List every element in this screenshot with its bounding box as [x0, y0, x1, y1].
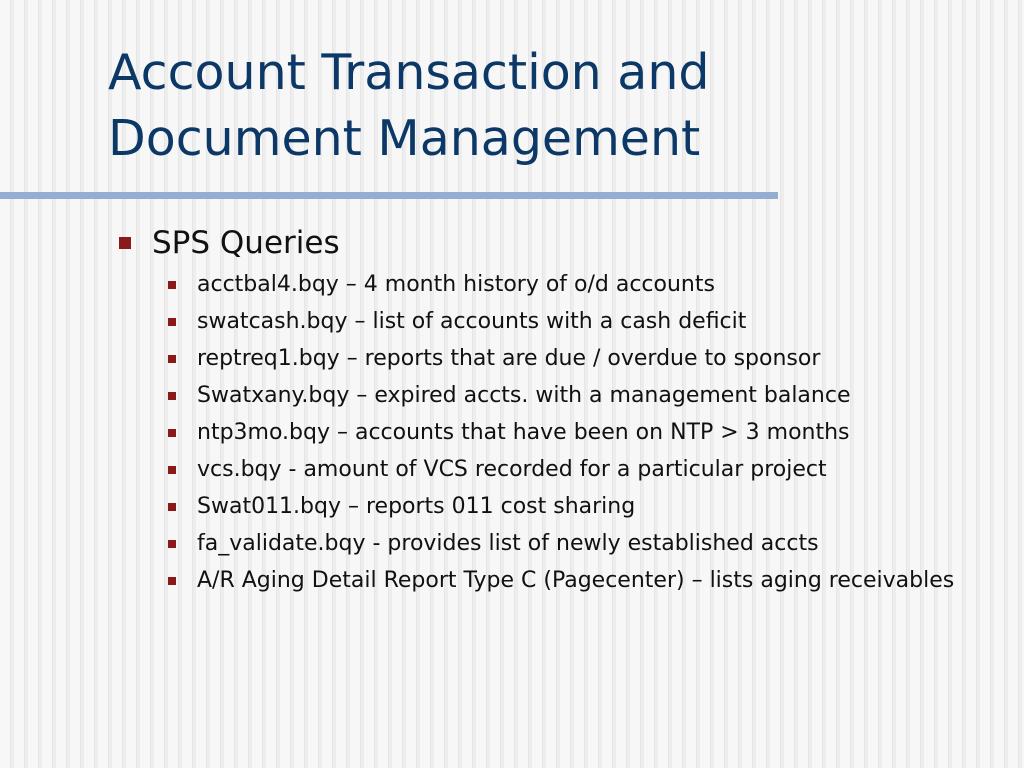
- slide-title-line-1: Account Transaction and: [108, 44, 710, 101]
- slide-content: [110, 222, 990, 603]
- list-item: [197, 344, 977, 373]
- section-heading-sps-queries: [110, 222, 990, 264]
- square-bullet-icon: [168, 540, 176, 548]
- square-bullet-icon: [168, 466, 176, 474]
- list-item: [197, 529, 977, 558]
- list-item-text: swatcash.bqy – list of accounts with a cash deficit: [197, 309, 747, 334]
- list-item-text: reptreq1.bqy – reports that are due / overdue to sponsor: [197, 346, 821, 371]
- list-item-text: acctbal4.bqy – 4 month history of o/d accounts: [197, 272, 715, 297]
- square-bullet-icon: [168, 281, 176, 289]
- section-heading-label: SPS Queries: [152, 225, 340, 261]
- square-bullet-icon: [168, 318, 176, 326]
- list-item-text: vcs.bqy - amount of VCS recorded for a particular project: [197, 457, 827, 482]
- title-divider: [0, 192, 778, 199]
- list-item-text: ntp3mo.bqy – accounts that have been on NTP > 3 months: [197, 420, 850, 445]
- square-bullet-icon: [168, 503, 176, 511]
- query-list: [110, 270, 990, 595]
- square-bullet-icon: [168, 429, 176, 437]
- list-item-text: A/R Aging Detail Report Type C (Pagecenter) – lists aging receivables: [197, 568, 955, 593]
- list-item: [197, 492, 977, 521]
- square-bullet-icon: [168, 577, 176, 585]
- list-item: [197, 270, 977, 299]
- list-item: [197, 307, 977, 336]
- list-item-text: Swat011.bqy – reports 011 cost sharing: [197, 494, 636, 519]
- list-item: [197, 381, 977, 410]
- slide-title-line-2: Document Management: [108, 110, 701, 167]
- list-item: [197, 455, 977, 484]
- list-item: [197, 566, 977, 595]
- slide-title: [108, 40, 988, 172]
- square-bullet-icon: [168, 355, 176, 363]
- square-bullet-icon: [119, 237, 131, 249]
- list-item: [197, 418, 977, 447]
- list-item-text: Swatxany.bqy – expired accts. with a management balance: [197, 383, 851, 408]
- list-item-text: fa_validate.bqy - provides list of newly established accts: [197, 531, 819, 556]
- square-bullet-icon: [168, 392, 176, 400]
